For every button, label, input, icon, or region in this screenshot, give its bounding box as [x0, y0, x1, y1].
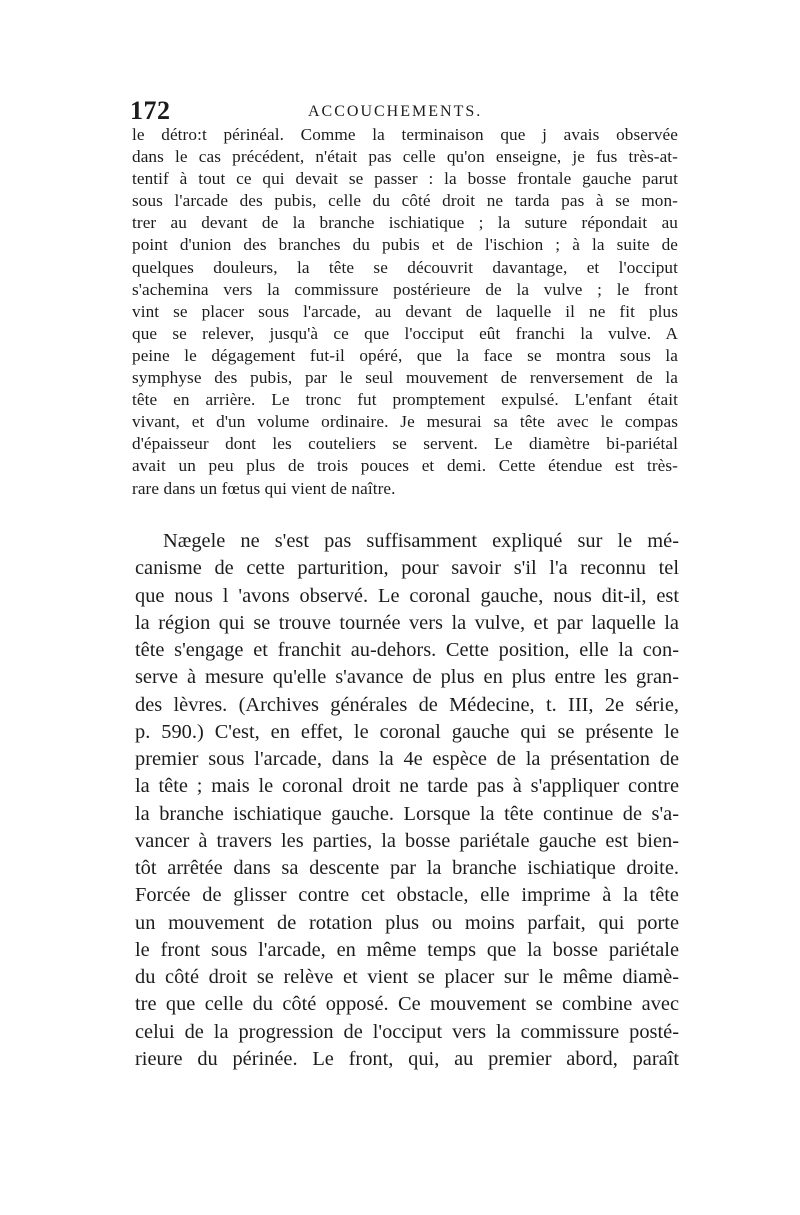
text-line: la branche ischiatique gauche. Lorsque la tête continue de s'a- — [135, 802, 679, 825]
text-line: tentif à tout ce qui devait se passer : la bosse frontale gauche parut — [132, 169, 678, 189]
text-line: tre que celle du côté opposé. Ce mouvement se combine avec — [135, 993, 679, 1016]
text-line: que se relever, jusqu'à ce que l'occiput eût franchi la vulve. A — [132, 323, 678, 343]
text-line: le front sous l'arcade, en même temps que la bosse pariétale — [135, 938, 679, 961]
text-line: le détro:t périnéal. Comme la terminaison que j avais observée — [132, 125, 678, 144]
text-line: du côté droit se relève et vient se placer sur le même diamè- — [135, 966, 679, 988]
text-line: quelques douleurs, la tête se découvrit davantage, et l'occiput — [132, 257, 678, 277]
text-line: point d'union des branches du pubis et de l'ischion ; à la suite de — [132, 235, 678, 255]
main-paragraph — [135, 528, 679, 1073]
page-number: 172 — [130, 96, 171, 125]
text-line: celui de la progression de l'occiput vers la commissure posté- — [135, 1020, 679, 1043]
text-line: un mouvement de rotation plus ou moins parfait, qui porte — [135, 911, 679, 934]
text-line: dans le cas précédent, n'était pas celle qu'on enseigne, je fus très-at- — [132, 147, 678, 167]
text-line: vancer à travers les parties, la bosse pariétale gauche est bien- — [135, 829, 679, 852]
text-line: tête en arrière. Le tronc fut promptement expulsé. L'enfant était — [132, 390, 678, 410]
text-line: vivant, et d'un volume ordinaire. Je mesurai sa tête avec le compas — [132, 412, 678, 432]
text-line: que nous l 'avons observé. Le coronal gauche, nous dit-il, est — [135, 584, 679, 607]
text-line: canisme de cette parturition, pour savoir s'il l'a reconnu tel — [135, 557, 679, 580]
text-line: trer au devant de la branche ischiatique ; la suture répondait au — [132, 213, 678, 233]
text-line: avait un peu plus de trois pouces et demi. Cette étendue est très- — [132, 456, 678, 476]
text-line: la tête ; mais le coronal droit ne tarde pas à s'appliquer contre — [135, 775, 679, 798]
small-print-paragraph — [132, 124, 678, 500]
text-line: peine le dégagement fut-il opéré, que la face se montra sous la — [132, 345, 678, 365]
text-line: rieure du périnée. Le front, qui, au premier abord, paraît — [135, 1047, 679, 1070]
text-line: sous l'arcade des pubis, celle du côté droit ne tarda pas à se mon- — [132, 191, 678, 211]
text-line: premier sous l'arcade, dans la 4e espèce de la présentation de — [135, 748, 679, 770]
text-line: vint se placer sous l'arcade, au devant de laquelle il ne fit plus — [132, 301, 678, 321]
text-line: rare dans un fœtus qui vient de naître. — [132, 478, 396, 498]
text-line: d'épaisseur dont les couteliers se servent. Le diamètre bi-pariétal — [132, 434, 678, 454]
text-line: tôt arrêtée dans sa descente par la branche ischiatique droite. — [135, 857, 679, 879]
text-line: p. 590.) C'est, en effet, le coronal gauche qui se présente le — [135, 720, 679, 743]
text-line: symphyse des pubis, par le seul mouvement de renversement de la — [132, 368, 678, 388]
text-line: Forcée de glisser contre cet obstacle, elle imprime à la tête — [135, 884, 679, 907]
text-line: tête s'engage et franchit au-dehors. Cette position, elle la con- — [135, 639, 679, 661]
text-line: serve à mesure qu'elle s'avance de plus en plus entre les gran- — [135, 666, 679, 689]
text-line: Nægele ne s'est pas suffisamment expliqué sur le mé- — [163, 530, 679, 552]
running-title: ACCOUCHEMENTS. — [308, 103, 483, 120]
text-line: la région qui se trouve tournée vers la vulve, et par laquelle la — [135, 611, 679, 634]
text-line: des lèvres. (Archives générales de Médecine, t. III, 2e série, — [135, 693, 679, 716]
text-line: s'achemina vers la commissure postérieure de la vulve ; le front — [132, 279, 678, 299]
page-header — [130, 96, 675, 126]
